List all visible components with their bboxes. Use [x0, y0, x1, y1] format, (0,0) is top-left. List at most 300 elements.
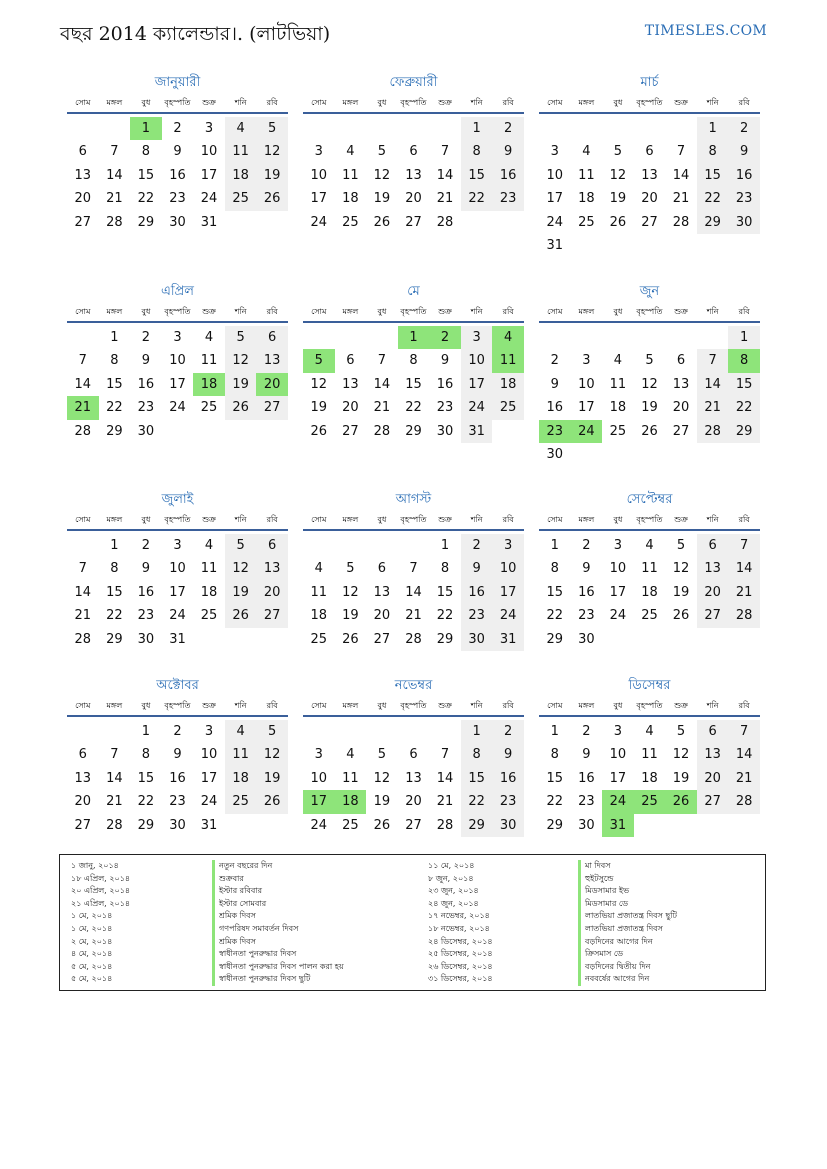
day-cell: 18 — [578, 191, 595, 207]
weekday-label: শুক্র — [674, 701, 688, 710]
day-cell: 3 — [461, 326, 493, 349]
day-cell: 29 — [546, 817, 564, 833]
empty-cell — [602, 117, 634, 140]
day-cell: 8 — [550, 561, 559, 577]
day-cell: 30 — [169, 214, 186, 230]
day-cell: 3 — [314, 747, 323, 763]
day-cell: 3 — [582, 353, 591, 369]
day-cell: 2 — [141, 330, 151, 345]
day-cell: 20 — [405, 191, 422, 207]
day-cell: 9 — [728, 140, 760, 163]
holiday-name: হুইটসুন্ডে — [578, 873, 677, 886]
day-cell: 7 — [728, 534, 760, 557]
day-cell: 30 — [578, 817, 595, 833]
day-cell: 27 — [256, 396, 288, 419]
day-cell: 9 — [440, 353, 450, 369]
day-grid — [67, 534, 288, 651]
day-cell: 1 — [110, 330, 119, 345]
weekday-label: শনি — [706, 98, 719, 107]
weekday-label: মঙ্গল — [578, 307, 595, 316]
day-cell: 15 — [436, 584, 454, 600]
holiday-name: স্বাধীনতা পুনরুদ্ধার দিবস ছুটি — [212, 973, 344, 986]
day-cell: 7 — [377, 353, 387, 369]
month-name: অক্টোবর — [156, 678, 199, 693]
day-grid — [67, 720, 288, 837]
empty-cell — [366, 326, 398, 349]
holiday-name: বড়দিনের আগের দিন — [578, 936, 677, 949]
empty-cell — [634, 326, 666, 349]
day-cell: 25 — [641, 608, 658, 624]
day-cell: 21 — [697, 396, 729, 419]
day-cell: 19 — [225, 581, 257, 604]
day-cell: 7 — [110, 144, 119, 160]
day-cell: 28 — [74, 631, 92, 647]
day-cell: 18 — [225, 164, 257, 187]
weekday-label: বুধ — [377, 307, 387, 316]
day-cell: 3 — [173, 538, 182, 553]
day-cell: 9 — [582, 561, 591, 577]
day-cell: 19 — [672, 584, 690, 600]
day-cell: 12 — [225, 557, 257, 580]
day-cell: 28 — [106, 817, 123, 833]
day-cell: 22 — [106, 400, 123, 416]
day-cell: 6 — [256, 326, 288, 349]
month-calendar — [303, 281, 524, 443]
weekday-label: শনি — [234, 98, 247, 107]
day-cell: 5 — [256, 117, 288, 140]
day-cell: 22 — [106, 608, 123, 624]
weekday-label: রবি — [266, 515, 278, 524]
day-cell: 12 — [672, 561, 690, 577]
day-cell: 6 — [409, 747, 418, 763]
day-cell: 16 — [436, 376, 454, 392]
weekday-label: সোম — [311, 307, 327, 316]
weekday-header — [539, 697, 760, 717]
day-cell: 11 — [609, 376, 627, 392]
day-cell: 12 — [609, 167, 627, 183]
holiday-day-cell: 1 — [130, 117, 162, 140]
day-cell: 16 — [492, 164, 524, 187]
day-cell: 25 — [200, 608, 218, 624]
empty-cell — [665, 117, 697, 140]
day-cell: 26 — [373, 214, 391, 230]
weekday-label: রবি — [502, 98, 514, 107]
day-cell: 8 — [697, 140, 729, 163]
day-cell: 18 — [342, 191, 359, 207]
weekday-label: বৃহস্পতি — [164, 98, 191, 107]
day-cell: 5 — [346, 561, 355, 577]
weekday-label: বুধ — [141, 98, 151, 107]
month-calendar — [303, 675, 524, 837]
holiday-day-cell: 23 — [539, 420, 571, 443]
holiday-day-cell: 26 — [665, 790, 697, 813]
holiday-date: ২৩ জুন, ২০১৪ — [428, 886, 479, 896]
holiday-day-cell: 4 — [492, 326, 524, 349]
day-cell: 5 — [225, 534, 257, 557]
day-cell: 15 — [728, 373, 760, 396]
day-cell: 20 — [373, 608, 391, 624]
day-cell: 10 — [169, 353, 186, 369]
day-cell: 17 — [310, 191, 328, 207]
day-cell: 14 — [373, 376, 391, 392]
day-cell: 26 — [342, 631, 359, 647]
holiday-name: বড়দিনের দ্বিতীয় দিন — [578, 961, 677, 974]
empty-cell — [303, 117, 335, 140]
day-cell: 5 — [377, 747, 387, 763]
day-cell: 13 — [256, 349, 288, 372]
holiday-date: ২ মে, ২০১৪ — [71, 936, 113, 946]
weekday-label: বুধ — [377, 701, 387, 710]
weekday-label: বৃহস্পতি — [636, 98, 663, 107]
day-cell: 10 — [310, 770, 328, 786]
day-cell: 15 — [546, 770, 564, 786]
day-cell: 21 — [436, 794, 454, 810]
day-cell: 20 — [641, 191, 658, 207]
holiday-date: ২০ এপ্রিল, ২০১৪ — [71, 886, 131, 896]
day-cell: 13 — [697, 557, 729, 580]
weekday-label: মঙ্গল — [342, 98, 359, 107]
day-cell: 22 — [546, 794, 564, 810]
empty-cell — [335, 720, 367, 743]
day-cell: 1 — [550, 724, 559, 739]
day-cell: 13 — [256, 557, 288, 580]
weekday-header — [303, 303, 524, 323]
day-cell: 6 — [346, 353, 355, 369]
day-cell: 9 — [582, 747, 591, 763]
day-cell: 5 — [676, 538, 686, 553]
weekday-header — [303, 697, 524, 717]
day-cell: 12 — [641, 376, 658, 392]
empty-cell — [398, 534, 430, 557]
day-cell: 16 — [137, 376, 155, 392]
holiday-day-cell: 17 — [303, 790, 335, 813]
weekday-label: বুধ — [141, 307, 151, 316]
weekday-label: সোম — [311, 515, 327, 524]
day-cell: 17 — [609, 770, 627, 786]
day-grid — [539, 117, 760, 257]
day-cell: 19 — [256, 164, 288, 187]
day-cell: 30 — [546, 446, 564, 462]
holiday-name: শ্রমিক দিবস — [212, 936, 344, 949]
day-grid — [67, 326, 288, 443]
day-cell: 27 — [405, 214, 422, 230]
day-cell: 13 — [74, 167, 92, 183]
day-cell: 15 — [137, 770, 155, 786]
holiday-dates-right — [428, 860, 493, 986]
day-cell: 12 — [373, 167, 391, 183]
day-cell: 21 — [672, 191, 690, 207]
day-cell: 13 — [74, 770, 92, 786]
holiday-date: ৩১ ডিসেম্বর, ২০১৪ — [428, 974, 493, 984]
holiday-date: ৮ জুন, ২০১৪ — [428, 873, 474, 883]
empty-cell — [665, 326, 697, 349]
day-cell: 28 — [373, 423, 391, 439]
day-cell: 21 — [728, 767, 760, 790]
weekday-label: রবি — [738, 701, 750, 710]
day-cell: 5 — [613, 144, 623, 160]
day-cell: 15 — [461, 164, 493, 187]
day-cell: 5 — [256, 720, 288, 743]
weekday-label: মঙ্গল — [342, 701, 359, 710]
empty-cell — [429, 720, 461, 743]
weekday-label: মঙ্গল — [106, 701, 123, 710]
weekday-header — [539, 94, 760, 114]
day-cell: 22 — [405, 400, 422, 416]
day-cell: 30 — [169, 817, 186, 833]
holiday-day-cell: 24 — [571, 420, 603, 443]
day-cell: 28 — [728, 604, 760, 627]
weekday-label: সোম — [547, 307, 563, 316]
day-cell: 10 — [492, 557, 524, 580]
day-cell: 4 — [225, 117, 257, 140]
day-cell: 17 — [492, 581, 524, 604]
day-cell: 24 — [310, 817, 328, 833]
day-cell: 24 — [492, 604, 524, 627]
day-cell: 29 — [728, 420, 760, 443]
day-cell: 24 — [200, 191, 218, 207]
weekday-header — [67, 94, 288, 114]
weekday-label: শনি — [470, 701, 483, 710]
day-cell: 18 — [641, 770, 658, 786]
day-cell: 20 — [697, 767, 729, 790]
day-cell: 23 — [436, 400, 454, 416]
day-cell: 28 — [672, 214, 690, 230]
day-cell: 17 — [200, 770, 218, 786]
holiday-name: মা দিবস — [578, 860, 677, 873]
day-grid — [539, 534, 760, 651]
day-cell: 28 — [74, 423, 92, 439]
empty-cell — [335, 117, 367, 140]
holiday-dates-left — [71, 860, 130, 986]
day-cell: 12 — [342, 584, 359, 600]
day-cell: 5 — [645, 353, 654, 369]
holiday-date: ২৪ ডিসেম্বর, ২০১৪ — [428, 936, 493, 946]
holiday-name: স্বাধীনতা পুনরুদ্ধার দিবস — [212, 948, 344, 961]
day-cell: 24 — [200, 794, 218, 810]
day-cell: 27 — [697, 604, 729, 627]
day-cell: 9 — [461, 557, 493, 580]
holiday-day-cell: 31 — [602, 814, 634, 837]
weekday-label: বুধ — [141, 701, 151, 710]
day-cell: 28 — [436, 817, 454, 833]
weekday-header — [303, 511, 524, 531]
day-cell: 12 — [373, 770, 391, 786]
empty-cell — [366, 720, 398, 743]
day-cell: 16 — [137, 584, 155, 600]
day-cell: 6 — [256, 534, 288, 557]
weekday-label: মঙ্গল — [342, 515, 359, 524]
site-link[interactable]: TIMESLES.COM — [644, 23, 767, 39]
day-cell: 24 — [169, 608, 186, 624]
day-cell: 26 — [641, 423, 658, 439]
day-cell: 18 — [200, 584, 218, 600]
day-cell: 11 — [310, 584, 328, 600]
weekday-label: বৃহস্পতি — [400, 701, 427, 710]
day-cell: 19 — [310, 400, 328, 416]
day-cell: 30 — [461, 628, 493, 651]
day-cell: 7 — [440, 747, 450, 763]
day-cell: 17 — [461, 373, 493, 396]
day-cell: 3 — [204, 121, 214, 136]
day-cell: 10 — [310, 167, 328, 183]
day-cell: 15 — [546, 584, 564, 600]
weekday-header — [67, 303, 288, 323]
month-name: জুন — [639, 284, 660, 299]
day-cell: 2 — [141, 538, 151, 553]
weekday-label: শনি — [234, 307, 247, 316]
day-cell: 14 — [672, 167, 690, 183]
day-cell: 4 — [225, 720, 257, 743]
day-cell: 1 — [110, 538, 119, 553]
weekday-label: শনি — [706, 307, 719, 316]
weekday-label: বৃহস্পতি — [164, 515, 191, 524]
day-cell: 2 — [173, 724, 182, 739]
day-cell: 4 — [346, 747, 355, 763]
empty-cell — [67, 720, 99, 743]
day-cell: 8 — [141, 144, 151, 160]
weekday-label: মঙ্গল — [578, 701, 595, 710]
weekday-label: শনি — [706, 701, 719, 710]
day-cell: 12 — [256, 743, 288, 766]
weekday-label: বৃহস্পতি — [400, 98, 427, 107]
holiday-date: ১৮ নভেম্বর, ২০১৪ — [428, 923, 490, 933]
page-title: বছর 2014 ক্যালেন্ডার।. (লাটভিয়া) — [60, 23, 331, 45]
month-calendar — [67, 72, 288, 234]
day-cell: 22 — [461, 790, 493, 813]
weekday-label: শুক্র — [438, 701, 452, 710]
empty-cell — [335, 534, 367, 557]
day-cell: 28 — [697, 420, 729, 443]
day-cell: 4 — [645, 724, 654, 739]
day-cell: 13 — [672, 376, 690, 392]
day-cell: 11 — [225, 140, 257, 163]
weekday-label: বৃহস্পতি — [164, 307, 191, 316]
day-cell: 4 — [613, 353, 623, 369]
day-cell: 11 — [200, 353, 218, 369]
holiday-name: শুক্রবার — [212, 873, 344, 886]
day-cell: 21 — [106, 191, 123, 207]
holiday-name: ইস্টার রবিবার — [212, 885, 344, 898]
day-cell: 17 — [578, 400, 595, 416]
day-cell: 7 — [440, 144, 450, 160]
holiday-name: ক্রিসমাস ডে — [578, 948, 677, 961]
empty-cell — [335, 326, 367, 349]
day-cell: 11 — [342, 167, 359, 183]
day-cell: 1 — [697, 117, 729, 140]
month-name: নভেম্বর — [394, 678, 433, 693]
day-cell: 3 — [314, 144, 323, 160]
day-cell: 3 — [204, 724, 214, 739]
day-cell: 23 — [169, 794, 186, 810]
empty-cell — [303, 534, 335, 557]
day-cell: 31 — [169, 631, 186, 647]
weekday-header — [303, 94, 524, 114]
holiday-day-cell: 21 — [67, 396, 99, 419]
day-cell: 3 — [492, 534, 524, 557]
weekday-label: বৃহস্পতি — [636, 307, 663, 316]
day-cell: 1 — [728, 326, 760, 349]
empty-cell — [571, 117, 603, 140]
day-cell: 25 — [342, 214, 359, 230]
day-cell: 24 — [546, 214, 564, 230]
day-cell: 7 — [110, 747, 119, 763]
day-cell: 18 — [641, 584, 658, 600]
day-cell: 19 — [373, 794, 391, 810]
day-cell: 25 — [578, 214, 595, 230]
day-cell: 12 — [225, 349, 257, 372]
holiday-date: ২৬ ডিসেম্বর, ২০১৪ — [428, 961, 493, 971]
day-cell: 26 — [672, 608, 690, 624]
weekday-label: বৃহস্পতি — [400, 515, 427, 524]
holiday-date: ১৮ এপ্রিল, ২০১৪ — [71, 873, 131, 883]
day-cell: 26 — [310, 423, 328, 439]
weekday-label: শনি — [470, 515, 483, 524]
day-cell: 10 — [200, 144, 218, 160]
day-cell: 15 — [106, 376, 123, 392]
day-cell: 11 — [641, 747, 658, 763]
weekday-label: বুধ — [613, 307, 623, 316]
holiday-date: ২৪ জুন, ২০১৪ — [428, 898, 479, 908]
day-cell: 9 — [550, 376, 559, 392]
day-cell: 31 — [492, 628, 524, 651]
day-cell: 29 — [546, 631, 564, 647]
day-cell: 31 — [461, 420, 493, 443]
day-cell: 14 — [74, 584, 92, 600]
weekday-label: শুক্র — [674, 307, 688, 316]
day-cell: 21 — [74, 608, 92, 624]
holiday-day-cell: 2 — [429, 326, 461, 349]
day-cell: 21 — [106, 794, 123, 810]
holiday-name: গণপরিষদ সমাবর্তন দিবস — [212, 923, 344, 936]
month-name: জুলাই — [161, 492, 194, 507]
weekday-label: সোম — [547, 98, 563, 107]
day-cell: 21 — [728, 581, 760, 604]
weekday-label: রবি — [738, 515, 750, 524]
day-cell: 2 — [173, 121, 182, 136]
day-cell: 2 — [492, 117, 524, 140]
holiday-date: ৫ মে, ২০১৪ — [71, 961, 113, 971]
weekday-label: শুক্র — [438, 515, 452, 524]
weekday-label: বৃহস্পতি — [636, 515, 663, 524]
day-cell: 19 — [609, 191, 627, 207]
day-cell: 12 — [256, 140, 288, 163]
day-cell: 9 — [492, 743, 524, 766]
day-cell: 1 — [440, 538, 450, 553]
month-calendar — [539, 281, 760, 466]
empty-cell — [67, 326, 99, 349]
day-cell: 31 — [546, 237, 564, 253]
day-cell: 8 — [110, 353, 119, 369]
day-cell: 20 — [405, 794, 422, 810]
day-cell: 15 — [461, 767, 493, 790]
holiday-day-cell: 18 — [335, 790, 367, 813]
day-cell: 23 — [728, 187, 760, 210]
day-cell: 8 — [141, 747, 151, 763]
holiday-date: ১ মে, ২০১৪ — [71, 911, 113, 921]
day-cell: 9 — [141, 353, 151, 369]
day-cell: 30 — [578, 631, 595, 647]
day-cell: 26 — [609, 214, 627, 230]
weekday-label: বৃহস্পতি — [636, 701, 663, 710]
day-cell: 27 — [256, 604, 288, 627]
day-cell: 14 — [728, 743, 760, 766]
holiday-day-cell: 8 — [728, 349, 760, 372]
day-cell: 11 — [225, 743, 257, 766]
day-cell: 6 — [697, 720, 729, 743]
day-cell: 12 — [672, 747, 690, 763]
day-cell: 19 — [373, 191, 391, 207]
holiday-date: ১১ মে, ২০১৪ — [428, 861, 475, 870]
